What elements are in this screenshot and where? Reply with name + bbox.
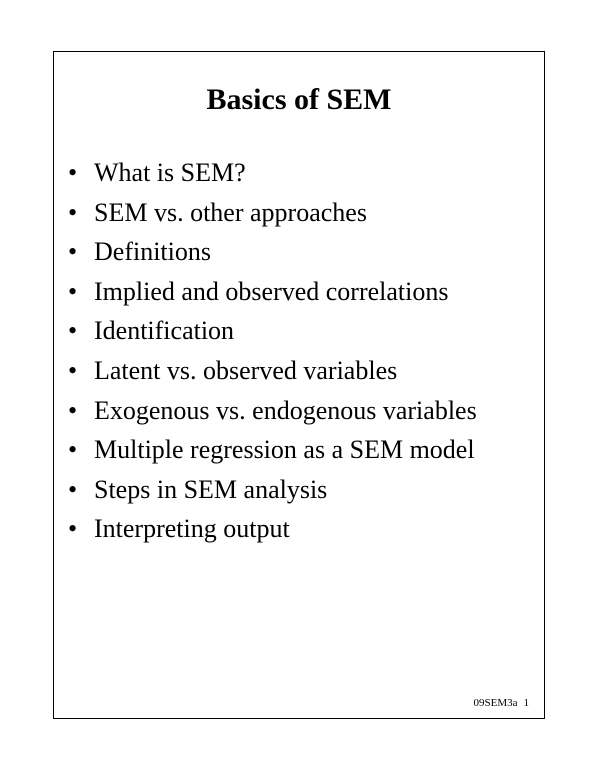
- bullet-icon: •: [68, 395, 78, 425]
- list-item: [68, 232, 477, 272]
- bullet-list: [68, 153, 477, 549]
- list-item-text: Identification: [94, 316, 235, 346]
- list-item: [68, 430, 477, 470]
- list-item: [68, 470, 477, 510]
- list-item: [68, 272, 477, 312]
- bullet-icon: •: [68, 355, 78, 385]
- bullet-icon: •: [68, 237, 78, 267]
- list-item-text: Interpreting output: [94, 514, 290, 544]
- list-item: [68, 391, 477, 431]
- list-item-text: Steps in SEM analysis: [94, 474, 328, 504]
- list-item: [68, 153, 477, 193]
- slide-frame: [53, 51, 545, 719]
- list-item-text: Exogenous vs. endogenous variables: [94, 395, 477, 425]
- list-item: [68, 311, 477, 351]
- list-item: [68, 509, 477, 549]
- list-item-text: Multiple regression as a SEM model: [94, 435, 475, 465]
- slide-title: Basics of SEM: [206, 83, 392, 116]
- list-item-text: SEM vs. other approaches: [94, 197, 367, 227]
- bullet-icon: •: [68, 474, 78, 504]
- bullet-icon: •: [68, 276, 78, 306]
- bullet-icon: •: [68, 514, 78, 544]
- bullet-icon: •: [68, 435, 78, 465]
- list-item-text: Latent vs. observed variables: [94, 355, 398, 385]
- list-item-text: What is SEM?: [94, 158, 246, 187]
- list-item: [68, 351, 477, 391]
- list-item: [68, 193, 477, 233]
- slide-code: 09SEM3a: [473, 697, 518, 709]
- bullet-icon: •: [68, 158, 78, 187]
- bullet-icon: •: [68, 197, 78, 227]
- list-item-text: Definitions: [94, 237, 211, 267]
- bullet-icon: •: [68, 316, 78, 346]
- page-number: 1: [523, 697, 529, 709]
- list-item-text: Implied and observed correlations: [94, 276, 449, 306]
- slide-footer: [474, 696, 530, 710]
